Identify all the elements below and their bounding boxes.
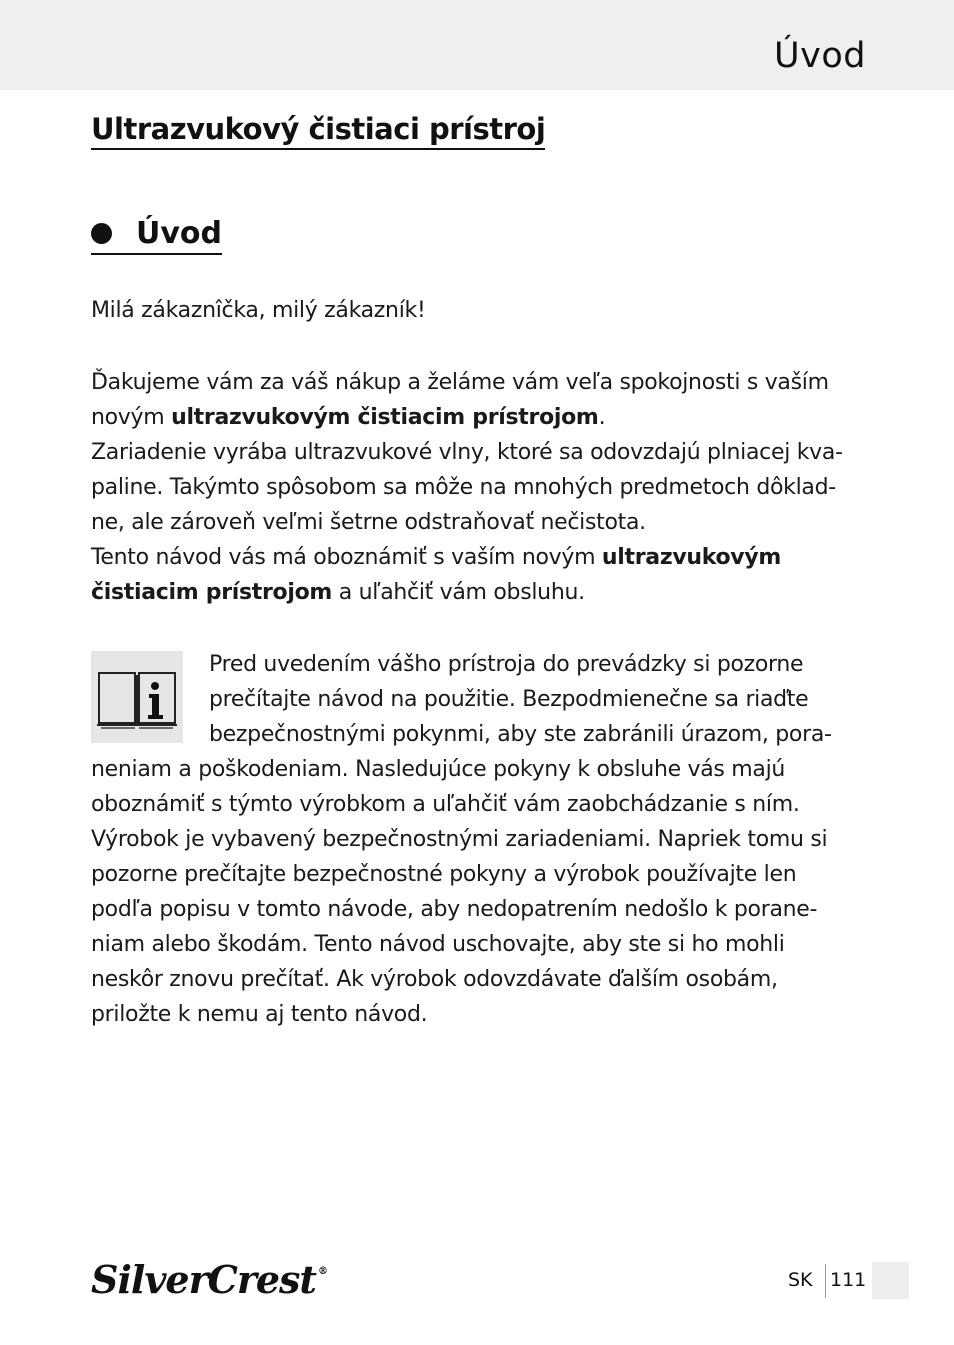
bullet-icon xyxy=(91,223,112,244)
info-line: priložte k nemu aj tento návod. xyxy=(91,1002,428,1027)
intro-line xyxy=(91,400,861,435)
intro-line xyxy=(91,540,861,575)
intro-text: Tento návod vás má oboznámiť s vaším novým xyxy=(91,545,602,570)
info-line: prečítajte návod na použitie. Bezpodmienečne sa riaďte xyxy=(209,687,809,712)
intro-text: . xyxy=(598,405,606,430)
header-title: Úvod xyxy=(774,36,866,76)
product-name-bold: ultrazvukovým čistiacim prístrojom xyxy=(171,405,599,430)
info-line: Výrobok je vybavený bezpečnostnými zariadeniami. Napriek tomu si xyxy=(91,827,828,852)
document-title: Ultrazvukový čistiaci prístroj xyxy=(91,112,545,150)
intro-paragraph xyxy=(91,365,861,610)
info-line: neskôr znovu prečítať. Ak výrobok odovzdávate ďalším osobám, xyxy=(91,967,778,992)
info-line: bezpečnostnými pokynmi, aby ste zabránili úrazom, pora- xyxy=(209,722,832,747)
info-line: pozorne prečítajte bezpečnostné pokyny a výrobok používajte len xyxy=(91,862,797,887)
intro-text: a uľahčiť vám obsluhu. xyxy=(332,580,585,605)
info-line: neniam a poškodeniam. Nasledujúce pokyny k obsluhe vás majú xyxy=(91,757,786,782)
info-line: niam alebo škodám. Tento návod uschovajte, aby ste si ho mohli xyxy=(91,932,785,957)
intro-line: ne, ale zároveň veľmi šetrne odstraňovať nečistota. xyxy=(91,510,646,535)
intro-line: Zariadenie vyrába ultrazvukové vlny, ktoré sa odovzdajú plniacej kva- xyxy=(91,440,843,465)
greeting-paragraph xyxy=(91,293,861,328)
silvercrest-logo xyxy=(91,1258,327,1302)
product-name-bold: čistiacim prístrojom xyxy=(91,580,333,605)
language-code: SK xyxy=(788,1269,813,1291)
footer-tab-marker xyxy=(872,1262,909,1299)
intro-line: paline. Takýmto spôsobom sa môže na mnohých predmetoch dôklad- xyxy=(91,475,836,500)
page-number: 111 xyxy=(830,1269,867,1291)
info-line: oboznámiť s týmto výrobkom a uľahčiť vám zaobchádzanie s ním. xyxy=(91,792,800,817)
info-paragraph xyxy=(91,647,861,1032)
product-name-bold: ultrazvukovým xyxy=(601,545,782,570)
footer-divider xyxy=(825,1264,826,1298)
intro-text: novým xyxy=(91,405,172,430)
logo-text: SilverCrest xyxy=(91,1257,316,1302)
registered-mark: ® xyxy=(317,1266,327,1277)
intro-line xyxy=(91,575,861,610)
section-heading-text: Úvod xyxy=(136,216,223,251)
greeting-text: Milá zákaznîčka, milý zákazník! xyxy=(91,298,426,323)
section-heading xyxy=(91,216,222,255)
info-line: podľa popisu v tomto návode, aby nedopatrením nedošlo k porane- xyxy=(91,897,818,922)
intro-line: Ďakujeme vám za váš nákup a želáme vám veľa spokojnosti s vaším xyxy=(91,370,829,395)
info-line: Pred uvedením vášho prístroja do prevádzky si pozorne xyxy=(209,652,804,677)
